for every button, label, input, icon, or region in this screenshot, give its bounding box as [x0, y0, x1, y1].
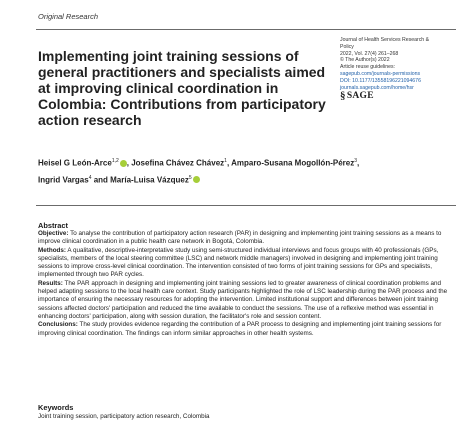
- abstract-section-label: Objective:: [38, 230, 69, 237]
- author-affiliation: 1,2: [111, 158, 119, 164]
- abstract-section-text: The study provides evidence regarding the contribution of a PAR process to designing and implementing joint training sessions for improving clinical coordination. The findings can inform similar approaches in other health systems.: [38, 321, 442, 337]
- keywords-heading: Keywords: [38, 403, 74, 412]
- orcid-icon[interactable]: [120, 160, 127, 167]
- abstract-results: [38, 280, 458, 321]
- keywords-text: Joint training session, participatory action research, Colombia: [38, 413, 210, 420]
- author-name: Ingrid Vargas: [38, 175, 89, 185]
- copyright: © The Author(s) 2022: [340, 57, 390, 64]
- reuse-guidelines: Article reuse guidelines:: [340, 64, 396, 71]
- abstract-conclusions: [38, 321, 458, 338]
- abstract-body: [38, 230, 458, 338]
- author-affiliation: 3: [354, 158, 357, 164]
- article-type: Original Research: [38, 12, 99, 21]
- orcid-icon[interactable]: [193, 176, 200, 183]
- author-name: Heisel G León-Arce: [38, 158, 112, 168]
- doi-link[interactable]: DOI: 10.1177/13558196221094676: [340, 77, 421, 84]
- abstract-section-label: Results:: [38, 279, 63, 287]
- author-affiliation: 1: [224, 158, 227, 164]
- section-divider: [36, 205, 456, 206]
- journal-volume: 2022, Vol. 27(4) 261–268: [340, 50, 399, 57]
- abstract-section-text: To analyse the contribution of participatory action research (PAR) in designing and implementing joint training sessions as a means to improve clinical coordination in a public health care network in Bogotá, Colombia.: [38, 230, 442, 246]
- author-affiliation: 4: [88, 174, 92, 181]
- journal-name-line2: Policy: [340, 43, 354, 50]
- author-name: María-Luisa Vázquez: [110, 175, 189, 185]
- author-name: Amparo-Susana Mogollón-Pérez: [231, 158, 355, 168]
- abstract-section-label: Conclusions:: [38, 321, 78, 329]
- abstract-section-text: The PAR approach in designing and implementing joint training sessions led to greater awareness of clinical coordination problems and helped adapting sessions to the local health care context. Study participants highlighted the role of LSC leadership during the PAR process and the importance of ensuring the necessary resources for adopting the intervention. Limited institutional support and differences between joint training sessions affected doctors' participation and reduced the time available to conduct the sessions. The use of a reflexive method was essential in enhancing doctors' participation, along with session duration, the facilitator's role and session content.: [38, 279, 448, 320]
- author-name: Josefina Chávez Chávez: [131, 158, 225, 168]
- abstract-objective: [38, 230, 458, 247]
- abstract-section-text: A qualitative, descriptive-interpretative study using semi-structured individual interviews and focus groups with 40 professionals (GPs, specialists, members of the local steering committee (LSC) and network middle managers) involved in designing and implementing joint training sessions to improve cross-level clinical coordination. The intervention consisted of two forms of joint training sessions for GPs and specialists, implemented through two PAR cycles.: [38, 246, 439, 279]
- abstract-methods: [38, 247, 458, 280]
- author-affiliation: 5: [188, 174, 192, 181]
- journal-home-link[interactable]: journals.sagepub.com/home/hsr: [340, 84, 414, 91]
- abstract-heading: Abstract: [38, 221, 68, 230]
- article-title: Implementing joint training sessions of general practitioners and specialists aimed at improving clinical coordination in Colombia: Contributions from participatory action research: [38, 48, 326, 128]
- journal-meta: [340, 37, 468, 103]
- journal-name-line1: Journal of Health Services Research &: [340, 37, 430, 43]
- author-list: Heisel G León-Arce$^{1,2}$ , Josefina Chávez Chávez$^1$, Amparo-Susana Mogollón-Pérez$^3$, Ingrid Vargas$^4$ and María-Luisa Vázquez$^5$: [38, 158, 360, 185]
- top-divider: [36, 29, 456, 30]
- abstract-section-label: Methods:: [38, 246, 66, 254]
- sage-logo: [340, 90, 468, 103]
- sage-logo-icon: §: [340, 90, 346, 103]
- permissions-link[interactable]: sagepub.com/journals-permissions: [340, 70, 421, 77]
- sage-logo-text: SAGE: [346, 91, 374, 102]
